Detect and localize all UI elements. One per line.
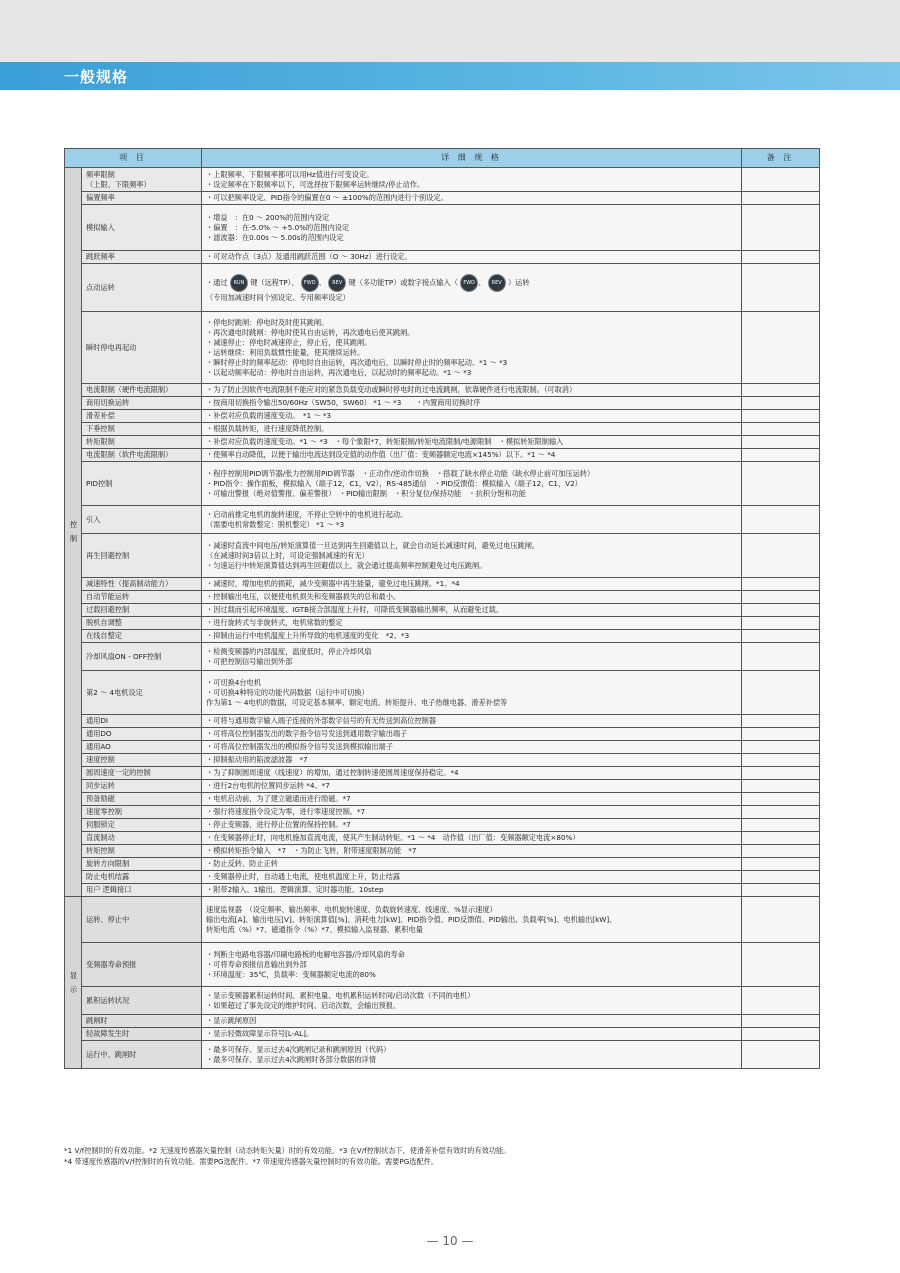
row-detail: ・因过载而引起环境温度、IGTB接合部温度上升时，可降低变频器输出频率，从而避免过载。: [202, 604, 742, 617]
jog-text-c: 键（多功能TP）或数字接点输入（: [348, 277, 458, 287]
row-detail: ・模拟转矩指令输入 *7 ・为防止飞转，附带速度限制功能 *7: [202, 845, 742, 858]
row-note: [742, 264, 820, 312]
row-detail: [202, 264, 742, 312]
table-row: [65, 1041, 820, 1069]
row-detail: ・停电时跳闸：停电时及时使其跳闸。 ・再次通电时跳闸：停电时使其自由运转，再次通电后使其跳闸。 ・减速停止：停电时减速停止，停止后，使其跳闸。 ・运转继续：利用负载惯性能量，使其继续运转。 ・瞬时停止时的频率起动：停电时自由运转，再次通电后，以瞬时停止时的频率起动。*1 ～ *3 ・以起动频率起动：停电时自由运转，再次通电后，以起动时的频率起动。*1 ～ *3: [202, 312, 742, 384]
table-row: [65, 506, 820, 534]
row-note: [742, 578, 820, 591]
row-note: [742, 884, 820, 897]
row-note: [742, 858, 820, 871]
table-row: [65, 192, 820, 205]
footnote-1: *1 V/f控制时的有效功能。*2 无速度传感器矢量控制（动态转矩矢量）时的有效功能。*3 在V/f控制状态下，使滑差补偿有效时的有效功能。: [64, 1146, 511, 1155]
table-row: [65, 871, 820, 884]
table-row: [65, 819, 820, 832]
row-note: [742, 168, 820, 192]
table-row: [65, 591, 820, 604]
row-item-label: 减速特性（提高制动能力）: [82, 578, 202, 591]
row-item-label: 旋转方向限制: [82, 858, 202, 871]
row-item-label: 点动运转: [82, 264, 202, 312]
row-item-label: 第2 ～ 4电机设定: [82, 671, 202, 715]
row-detail: ・使频率自动降低，以便于输出电流达到设定值的动作值（出厂值：变频器额定电流×145%）以下。*1 ～ *4: [202, 449, 742, 462]
row-detail: ・补偿对应负载的速度变动。*1 ～ *3 ・每个象限*7，转矩限制/转矩电流限制/电源限制 ・模拟转矩限制输入: [202, 436, 742, 449]
table-row: [65, 423, 820, 436]
table-row: [65, 741, 820, 754]
row-note: [742, 715, 820, 728]
jog-line-1: ・通过 RUN 键（远程TP）、 FWD 、 REV 键（多功能TP）或数字接点输入（ FWD 、 REV ）运转: [206, 273, 737, 293]
table-row: [65, 384, 820, 397]
table-row: [65, 897, 820, 943]
row-item-label: 自动节能运转: [82, 591, 202, 604]
row-detail: ・补偿对应负载的速度变动。 *1 ～ *3: [202, 410, 742, 423]
category-display: 显示: [65, 897, 82, 1069]
row-note: [742, 754, 820, 767]
row-note: [742, 436, 820, 449]
row-item-label: 过载回避控制: [82, 604, 202, 617]
row-item-label: 脱机自调整: [82, 617, 202, 630]
row-detail: ・判断主电路电容器/印刷电路板的电解电容器/冷却风扇的寿命 ・可将寿命预报信息输出到外部 ・环境温度：35℃，负载率：变频器额定电流的80%: [202, 943, 742, 987]
row-detail: ・可以把频率设定、PID指令的偏置在0 ～ ±100%的范围内进行个别设定。: [202, 192, 742, 205]
jog-line-2: （专用加减速时间个别设定、专用频率设定）: [206, 292, 350, 302]
page-title: 一般规格: [64, 68, 129, 86]
table-row: [65, 205, 820, 251]
row-note: [742, 410, 820, 423]
table-row: [65, 168, 820, 192]
row-note: [742, 192, 820, 205]
table-row: [65, 858, 820, 871]
section-title-bar: [0, 62, 900, 90]
row-detail: ・显示变频器累积运转时间、累积电量、电机累积运转时间/启动次数（不同的电机） ・如果超过了事先设定的维护时间、启动次数，会输出预报。: [202, 987, 742, 1015]
row-detail: ・根据负载转矩，进行速度降低控制。: [202, 423, 742, 436]
row-detail: ・可切换4台电机 ・可切换4种特定的功能代码数据（运行中可切换） 作为第1 ～ 4电机的数据，可设定基本频率、额定电流、转矩提升、电子热继电器、滑差补偿等: [202, 671, 742, 715]
row-item-label: 下垂控制: [82, 423, 202, 436]
row-detail: ・可对动作点（3点）及通用跳跃范围（O ～ 30Hz）进行设定。: [202, 251, 742, 264]
row-note: [742, 462, 820, 506]
row-item-label: 变频器寿命预报: [82, 943, 202, 987]
row-note: [742, 897, 820, 943]
table-row: [65, 604, 820, 617]
row-detail: ・减速时，增加电机的损耗，减少变频器中再生能量，避免过电压跳闸。*1、*4: [202, 578, 742, 591]
row-detail: ・可将与通用数字输入端子连接的外部数字信号的有无传送到高位控制器: [202, 715, 742, 728]
table-row: [65, 643, 820, 671]
row-detail: ・程序控制用PID调节器/张力控制用PID调节器 ・正动作/逆动作切换 ・搭载了缺水停止功能（缺水停止前可加压运转） ・PID指令：操作面板，模拟输入（端子12，C1，V2），RS-485通信 ・PID反馈值：模拟输入（端子12，C1，V2） ・可输出警报（绝对值警报、偏差警报） ・PID输出限制 ・积分复位/保持功能 ・抗积分饱和功能: [202, 462, 742, 506]
row-item-label: 偏置频率: [82, 192, 202, 205]
row-detail: ・电机启动前，为了建立磁通而进行励磁。*7: [202, 793, 742, 806]
row-note: [742, 728, 820, 741]
table-row: [65, 767, 820, 780]
row-note: [742, 871, 820, 884]
fwd-key-icon: FWD: [301, 274, 319, 292]
row-item-label: 电流限制（硬件电流限制）: [82, 384, 202, 397]
row-note: [742, 423, 820, 436]
row-note: [742, 591, 820, 604]
row-item-label: 引入: [82, 506, 202, 534]
table-row: [65, 312, 820, 384]
row-note: [742, 384, 820, 397]
row-note: [742, 832, 820, 845]
row-detail: ・为了防止因软件电流限制不能应对的紧急负载变动或瞬时停电时的过电流跳闸，依靠硬件进行电流限制。（可取消）: [202, 384, 742, 397]
row-note: [742, 741, 820, 754]
row-detail: ・减速时直流中间电压/转矩演算值一旦达到再生回避值以上，就会自动延长减速时间，避免过电压跳闸。 （在减速时间3倍以上时，可设定强制减速的有无） ・匀速运行中转矩演算值达到再生回避值以上，就会通过提高频率控制避免过电压跳闸。: [202, 534, 742, 578]
table-row: [65, 534, 820, 578]
footnote-2: *4 带速度传感器的V/f控制时的有效功能。需要PG选配件。*7 带速度传感器矢量控制时的有效功能。需要PG选配件。: [64, 1157, 439, 1166]
table-row: [65, 410, 820, 423]
row-item-label: 通用AO: [82, 741, 202, 754]
row-note: [742, 767, 820, 780]
table-row: [65, 987, 820, 1015]
row-note: [742, 1015, 820, 1028]
rev-key-icon: REV: [328, 274, 346, 292]
table-row: [65, 728, 820, 741]
row-detail: ・最多可保存、显示过去4次跳闸记录和跳闸原因（代码） ・最多可保存、显示过去4次跳闸时各部分数据的详情: [202, 1041, 742, 1069]
row-note: [742, 793, 820, 806]
row-note: [742, 819, 820, 832]
table-row: [65, 884, 820, 897]
row-item-label: 转矩控制: [82, 845, 202, 858]
row-detail: ・抑制由运行中电机温度上升所导致的电机速度的变化 *2、*3: [202, 630, 742, 643]
table-row: [65, 578, 820, 591]
row-note: [742, 312, 820, 384]
top-band: [0, 0, 900, 62]
row-item-label: 用户 逻辑接口: [82, 884, 202, 897]
table-row: [65, 630, 820, 643]
row-item-label: 运行中、跳闸时: [82, 1041, 202, 1069]
row-item-label: 防止电机结露: [82, 871, 202, 884]
table-row: [65, 832, 820, 845]
table-row: [65, 754, 820, 767]
table-row: [65, 449, 820, 462]
jog-text-b: 键（远程TP）、: [250, 277, 299, 287]
row-item-label: 冷却风扇ON - OFF控制: [82, 643, 202, 671]
table-row: [65, 780, 820, 793]
row-detail: ・按商用切换指令输出50/60Hz（SW50，SW60） *1 ～ *3 ・内置商用切换时序: [202, 397, 742, 410]
table-row: [65, 671, 820, 715]
row-note: [742, 671, 820, 715]
table-row: [65, 845, 820, 858]
row-note: [742, 506, 820, 534]
row-note: [742, 449, 820, 462]
row-detail: ・抑制振动用的陷波滤波器 *7: [202, 754, 742, 767]
category-control: 控制: [65, 168, 82, 897]
spec-table: [64, 148, 820, 1069]
row-detail: ・变频器停止时，自动通上电流，使电机温度上升，防止结露: [202, 871, 742, 884]
row-detail: ・附带2输入、1输出、逻辑演算、定时器功能、10step: [202, 884, 742, 897]
row-note: [742, 943, 820, 987]
row-item-label: 滑差补偿: [82, 410, 202, 423]
run-key-icon: RUN: [230, 274, 248, 292]
row-item-label: 累积运转状况: [82, 987, 202, 1015]
table-row: [65, 1028, 820, 1041]
row-detail: ・进行旋转式与非旋转式，电机常数的整定: [202, 617, 742, 630]
table-row: [65, 715, 820, 728]
table-row: [65, 397, 820, 410]
row-note: [742, 604, 820, 617]
row-detail: ・启动前推定电机的旋转速度，不停止空转中的电机进行起动。 （需要电机常数整定：脱机整定） *1 ～ *3: [202, 506, 742, 534]
row-item-label: 频率限制 （上限、下限频率）: [82, 168, 202, 192]
row-item-label: 预备励磁: [82, 793, 202, 806]
row-detail: ・为了抑制圆周速度（线速度）的增加，通过控制转速使圆周速度保持稳定。*4: [202, 767, 742, 780]
row-item-label: 再生回避控制: [82, 534, 202, 578]
row-item-label: 运转、停止中: [82, 897, 202, 943]
row-detail: 速度监视器 （设定频率、输出频率、电机旋转速度、负载旋转速度、线速度、%显示速度） 输出电流[A]、输出电压[V]、转矩演算值[%]、消耗电力[kW]、PID指令值、PID反馈值、PID输出、负载率[%]、电机输出[kW]、 转矩电流（%）*7、磁通指令（%）*7、模拟输入监视器、累积电量: [202, 897, 742, 943]
table-row: [65, 251, 820, 264]
row-detail: ・显示轻微故障显示符号[L-AL]。: [202, 1028, 742, 1041]
row-detail: ・控制输出电压，以便使电机损失和变频器损失的总和最小。: [202, 591, 742, 604]
table-row: [65, 1015, 820, 1028]
table-row: [65, 943, 820, 987]
header-detail: 详 细 规 格: [202, 149, 742, 168]
row-detail: ・可将高位控制器发出的模拟指令信号发送到模拟输出端子: [202, 741, 742, 754]
row-detail: ・检测变频器的内部温度，温度低时，停止冷却风扇 ・可把控制信号输出到外部: [202, 643, 742, 671]
table-row: [65, 617, 820, 630]
row-item-label: 在线自整定: [82, 630, 202, 643]
jog-text-d: ）运转: [507, 277, 530, 287]
row-note: [742, 534, 820, 578]
page-number: — 10 —: [426, 1234, 474, 1248]
table-row: [65, 793, 820, 806]
row-note: [742, 845, 820, 858]
row-detail: ・增益 ：在0 ～ 200%的范围内设定 ・偏置 ：在-5.0% ～ +5.0%的范围内设定 ・滤波器：在0.00s ～ 5.00s的范围内设定: [202, 205, 742, 251]
row-detail: ・上限频率、下限频率都可以用Hz值进行可变设定。 ・设定频率在下限频率以下，可选择按下限频率运转继续/停止动作。: [202, 168, 742, 192]
table-row: [65, 806, 820, 819]
row-detail: ・防止反转、防止正转: [202, 858, 742, 871]
row-note: [742, 630, 820, 643]
row-detail: ・进行2台电机的位置同步运转 *4、*7: [202, 780, 742, 793]
fwd-input-icon: FWD: [460, 274, 478, 292]
row-note: [742, 1028, 820, 1041]
row-item-label: 商用切换运转: [82, 397, 202, 410]
row-item-label: 电流限制（软件电流限制）: [82, 449, 202, 462]
row-item-label: 瞬时停电再起动: [82, 312, 202, 384]
row-detail: ・显示跳闸原因: [202, 1015, 742, 1028]
header-item: 项 目: [65, 149, 202, 168]
row-note: [742, 251, 820, 264]
row-item-label: 通用DO: [82, 728, 202, 741]
rev-input-icon: REV: [488, 274, 506, 292]
row-note: [742, 780, 820, 793]
table-header-row: [65, 149, 820, 168]
jog-text-a: ・通过: [206, 277, 228, 287]
row-item-label: 圆周速度一定的控制: [82, 767, 202, 780]
table-row: [65, 264, 820, 312]
row-item-label: 直流制动: [82, 832, 202, 845]
row-item-label: 跳跃频率: [82, 251, 202, 264]
row-note: [742, 987, 820, 1015]
row-item-label: PID控制: [82, 462, 202, 506]
row-item-label: 跳闸时: [82, 1015, 202, 1028]
header-note: 备 注: [742, 149, 820, 168]
table-row: [65, 436, 820, 449]
row-item-label: 伺服锁定: [82, 819, 202, 832]
row-note: [742, 617, 820, 630]
row-note: [742, 397, 820, 410]
row-item-label: 转矩限制: [82, 436, 202, 449]
table-row: [65, 462, 820, 506]
row-item-label: 轻故障发生时: [82, 1028, 202, 1041]
row-note: [742, 643, 820, 671]
row-detail: ・停止变频器，进行停止位置的保持控制。*7: [202, 819, 742, 832]
row-item-label: 速度零控制: [82, 806, 202, 819]
row-item-label: 通用DI: [82, 715, 202, 728]
row-detail: ・强行将速度指令设定为零，进行零速度控制。*7: [202, 806, 742, 819]
row-item-label: 模拟输入: [82, 205, 202, 251]
row-detail: ・可将高位控制器发出的数字指令信号发送到通用数字输出端子: [202, 728, 742, 741]
row-detail: ・在变频器停止时，向电机施加直流电流，使其产生制动转矩。*1 ～ *4 动作值（出厂值：变频器额定电流×80%）: [202, 832, 742, 845]
row-note: [742, 1041, 820, 1069]
row-item-label: 同步运转: [82, 780, 202, 793]
row-item-label: 速度控制: [82, 754, 202, 767]
row-note: [742, 806, 820, 819]
row-note: [742, 205, 820, 251]
